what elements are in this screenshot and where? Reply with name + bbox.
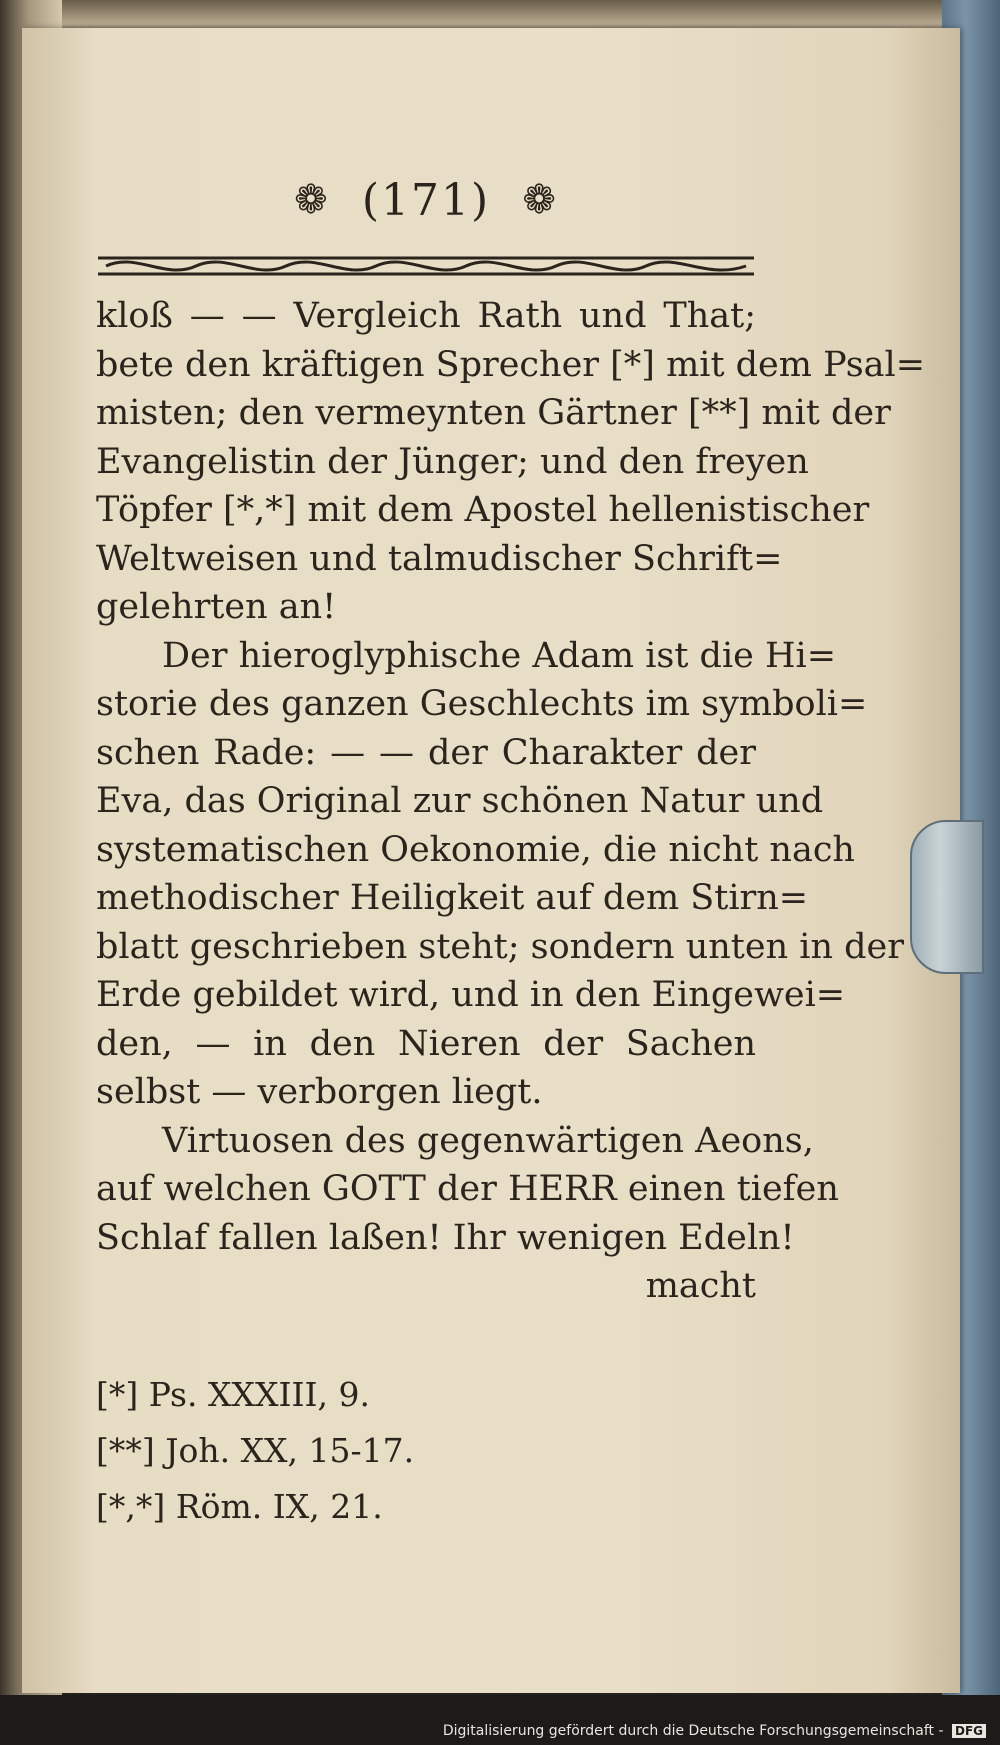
text-line: gelehrten an! [96,587,337,627]
text-line: den, — in den Nieren der Sachen [96,1023,756,1064]
digitization-credit [443,1723,986,1739]
text-line: Evangelistin der Jünger; und den freyen [96,441,809,482]
text-line: Erde gebildet wird, und in den Eingewei= [96,975,846,1015]
ornamental-rule [96,248,756,284]
text-line: kloß — — Vergleich Rath und That; [96,296,756,336]
text-line: Eva, das Original zur schönen Natur und [96,781,824,821]
page-header [96,160,756,240]
credit-text: Digitalisierung gefördert durch die Deutsche Forschungsgemeinschaft - [442,1723,944,1739]
text-line: selbst — verborgen liegt. [96,1072,543,1112]
catchword: macht [645,1266,756,1306]
main-text [96,292,926,1311]
text-line: auf welchen GOTT der HERR einen tiefen [96,1169,839,1209]
text-line: storie des ganzen Geschlechts im symboli= [96,684,868,724]
text-line: methodischer Heiligkeit auf dem Stirn= [96,878,809,918]
text-line: misten; den vermeynten Gärtner [**] mit der [96,393,891,433]
rosette-ornament-icon: ❁ [294,177,330,223]
text-line: Virtuosen des gegenwärtigen Aeons, [162,1120,814,1161]
page-number: (171) [361,174,491,226]
page-clip [910,820,984,974]
footnote: [**] Joh. XX, 15-17. [96,1430,415,1470]
footnotes [96,1367,756,1535]
text-line: blatt geschrieben steht; sondern unten in der [96,926,904,967]
dfg-logo-icon: DFG [952,1724,986,1738]
text-line: bete den kräftigen Sprecher [*] mit dem Psal= [96,344,926,385]
text-line: Der hieroglyphische Adam ist die Hi= [162,635,837,676]
text-line: Weltweisen und talmudischer Schrift= [96,538,783,579]
text-line: systematischen Oekonomie, die nicht nach [96,829,855,870]
rosette-ornament-icon: ❁ [522,177,558,223]
text-line: schen Rade: — — der Charakter der [96,732,756,773]
scan-footer [0,1695,1000,1745]
page-content [96,160,926,1535]
footnote: [*,*] Röm. IX, 21. [96,1486,383,1526]
text-line: Töpfer [*,*] mit dem Apostel hellenistischer [96,490,870,530]
footnote: [*] Ps. XXXIII, 9. [96,1374,371,1414]
text-line: Schlaf fallen laßen! Ihr wenigen Edeln! [96,1217,795,1258]
